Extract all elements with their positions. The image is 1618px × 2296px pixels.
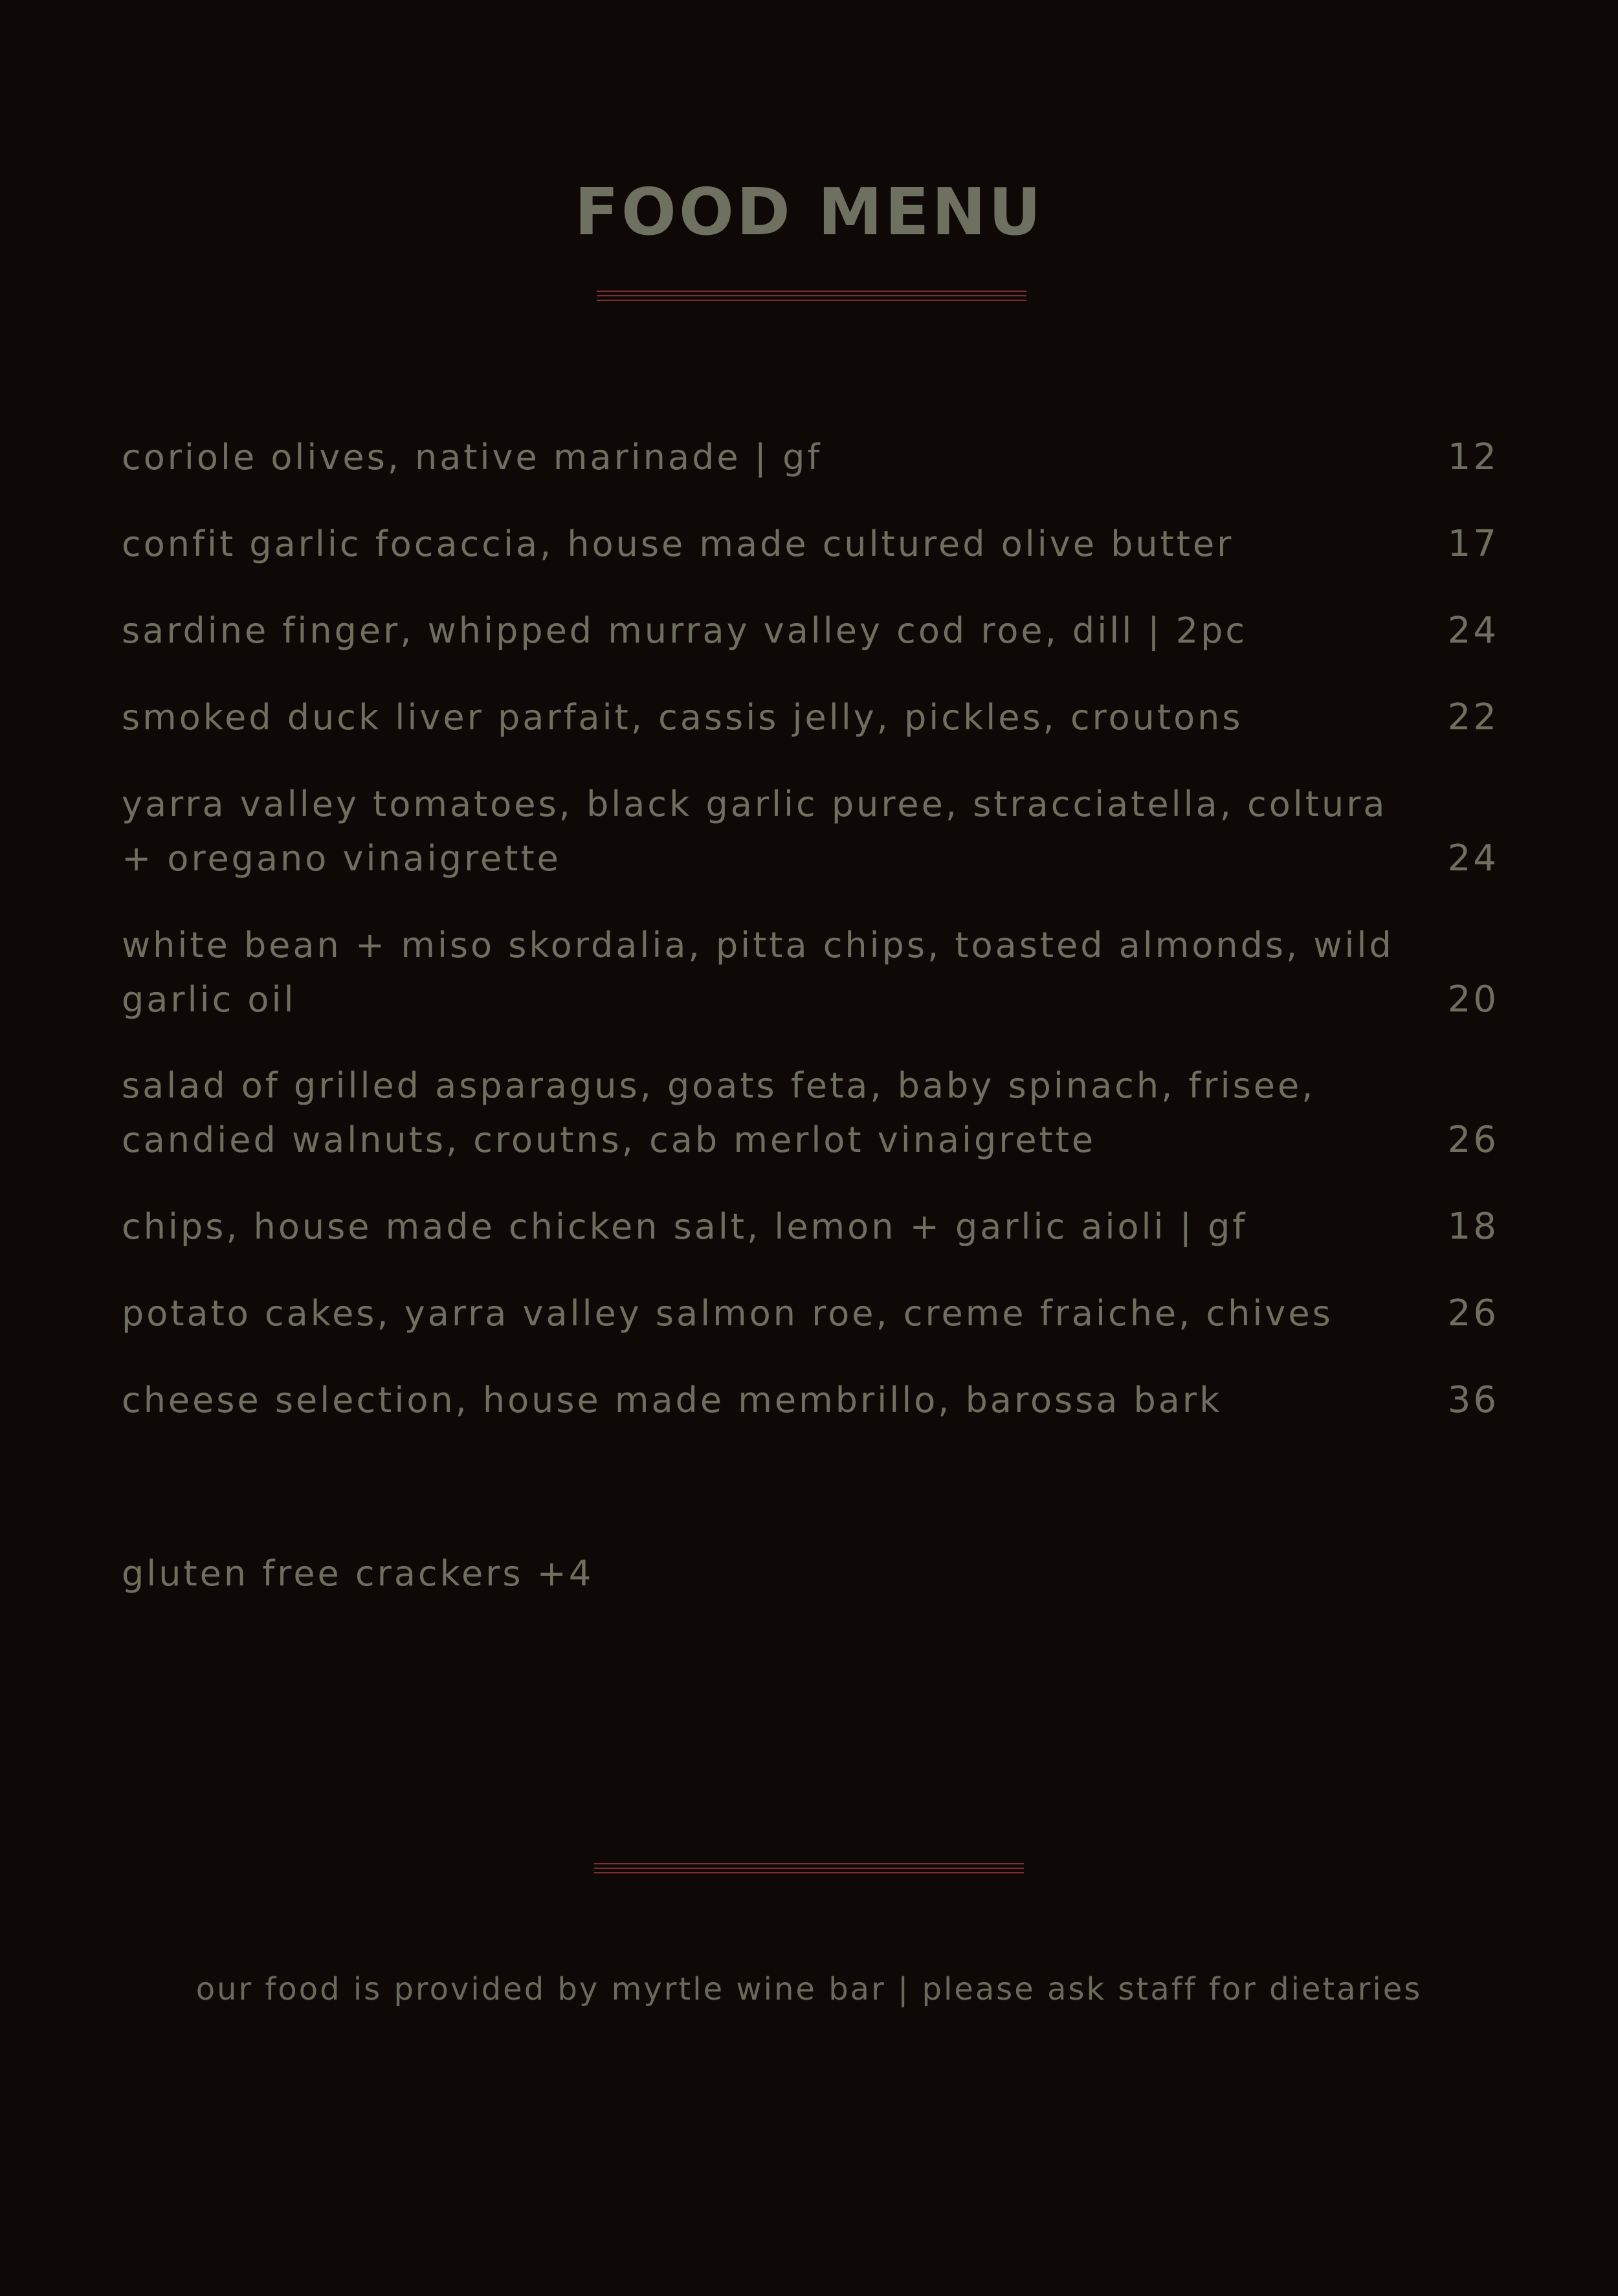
menu-item-description: yarra valley tomatoes, black garlic puree, stracciatella, coltura + oregano vinaigrette [122, 784, 1388, 879]
menu-item [122, 1059, 1499, 1167]
menu-item-description: smoked duck liver parfait, cassis jelly, pickles, croutons [122, 697, 1243, 738]
menu-item-price: 24 [1447, 610, 1499, 652]
menu-item-description: coriole olives, native marinade | gf [122, 437, 823, 478]
top-divider [597, 291, 1026, 304]
menu-item-description: potato cakes, yarra valley salmon roe, creme fraiche, chives [122, 1293, 1333, 1334]
menu-item-price: 20 [1447, 978, 1499, 1021]
menu-item [122, 918, 1499, 1027]
menu-item-price: 18 [1447, 1206, 1499, 1248]
menu-item [122, 1286, 1499, 1341]
menu-item-price: 36 [1447, 1379, 1499, 1421]
menu-item-description: sardine finger, whipped murray valley cod roe, dill | 2pc [122, 610, 1248, 651]
menu-item [122, 1373, 1499, 1428]
menu-item-price: 22 [1447, 696, 1499, 738]
extras-note: gluten free crackers +4 [122, 1553, 594, 1594]
menu-item-price: 12 [1447, 436, 1499, 478]
menu-item-price: 17 [1447, 523, 1499, 565]
menu-item [122, 690, 1499, 745]
footer-note: our food is provided by myrtle wine bar | please ask staff for dietaries [195, 1971, 1423, 2007]
menu-item [122, 517, 1499, 571]
menu-item-price: 26 [1447, 1292, 1499, 1334]
menu-item-description: chips, house made chicken salt, lemon + garlic aioli | gf [122, 1206, 1248, 1247]
bottom-divider [594, 1863, 1024, 1876]
menu-item [122, 430, 1499, 485]
menu-title: FOOD MENU [574, 174, 1044, 250]
menu-item [122, 777, 1499, 886]
menu-item-description: cheese selection, house made membrillo, barossa bark [122, 1380, 1223, 1420]
menu-item [122, 1200, 1499, 1254]
menu-item-description: salad of grilled asparagus, goats feta, baby spinach, frisee, candied walnuts, croutns, cab merlot vinaigrette [122, 1065, 1316, 1160]
menu-item-price: 24 [1447, 837, 1499, 879]
menu-item-price: 26 [1447, 1119, 1499, 1161]
menu-item [122, 604, 1499, 658]
menu-item-description: white bean + miso skordalia, pitta chips, toasted almonds, wild garlic oil [122, 925, 1394, 1020]
menu-item-description: confit garlic focaccia, house made cultured olive butter [122, 524, 1234, 564]
